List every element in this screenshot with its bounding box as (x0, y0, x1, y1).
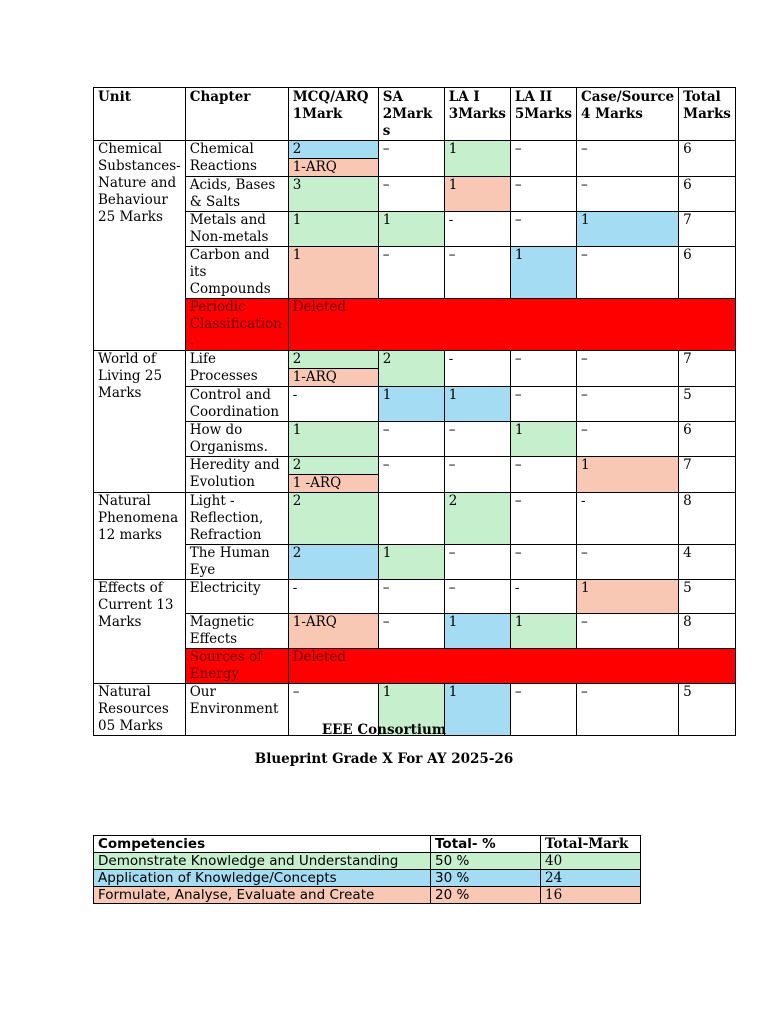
header-mcq: MCQ/ARQ 1Mark (288, 88, 378, 141)
unit-cell: Effects of Current 13 Marks (94, 580, 186, 684)
sa-cell: 1 (378, 545, 444, 580)
page-subtitle: Blueprint Grade X For AY 2025-26 (254, 751, 514, 767)
total-cell: 6 (679, 141, 736, 177)
header-unit: Unit (94, 88, 186, 141)
header-row (94, 88, 736, 141)
header-total-mark: Total-Mark (541, 836, 641, 853)
total-cell: 7 (679, 457, 736, 493)
unit-cell: Chemical Substances-Nature and Behaviour 25 Marks (94, 141, 186, 351)
mcq-arq: 1 -ARQ (289, 474, 378, 492)
header-chapter: Chapter (185, 88, 288, 141)
chapter-cell: Acids, Bases & Salts (185, 177, 288, 212)
table-row (94, 614, 736, 649)
header-sa: SA 2Mark s (378, 88, 444, 141)
sa-cell: – (378, 247, 444, 299)
sa-cell: 1 (378, 684, 444, 736)
total-cell: 6 (679, 177, 736, 212)
header-total-pct: Total- % (431, 836, 541, 853)
case-cell: – (577, 351, 679, 387)
competency-pct: 50 % (431, 853, 541, 870)
table-row (94, 247, 736, 299)
sa-cell: – (378, 614, 444, 649)
chapter-cell: Electricity (185, 580, 288, 614)
chapter-cell: Life Processes (185, 351, 288, 387)
la2-cell: 1 (510, 614, 576, 649)
la1-cell: 1 (444, 177, 510, 212)
la2-cell: – (510, 177, 576, 212)
case-cell: 1 (577, 457, 679, 493)
competencies-header-row (94, 836, 641, 853)
la1-cell: – (444, 422, 510, 457)
case-cell: – (577, 545, 679, 580)
mcq-value: 2 (289, 351, 378, 368)
case-cell: – (577, 247, 679, 299)
la2-cell: – (510, 351, 576, 387)
la2-cell: – (510, 212, 576, 247)
chapter-cell: How do Organisms. (185, 422, 288, 457)
competency-name: Application of Knowledge/Concepts (94, 870, 431, 887)
sa-cell: 1 (378, 387, 444, 422)
total-cell: 5 (679, 684, 736, 736)
mcq-cell: 1 (288, 422, 378, 457)
mcq-cell: – (288, 684, 378, 736)
la1-cell: – (444, 457, 510, 493)
table-row (94, 351, 736, 387)
case-cell: – (577, 684, 679, 736)
total-cell: 8 (679, 614, 736, 649)
sa-cell: – (378, 457, 444, 493)
total-cell: 5 (679, 580, 736, 614)
la2-cell: – (510, 684, 576, 736)
la2-cell: 1 (510, 422, 576, 457)
case-cell: – (577, 614, 679, 649)
case-cell: 1 (577, 580, 679, 614)
la1-cell: 1 (444, 614, 510, 649)
mcq-arq: 1-ARQ (289, 368, 378, 386)
table-row (94, 457, 736, 493)
la2-cell: – (510, 141, 576, 177)
la2-cell: 1 (510, 247, 576, 299)
header-competencies: Competencies (94, 836, 431, 853)
header-total: Total Marks (679, 88, 736, 141)
mcq-value: 2 (289, 141, 378, 158)
la1-cell: 1 (444, 387, 510, 422)
la1-cell: - (444, 351, 510, 387)
chapter-cell: The Human Eye (185, 545, 288, 580)
unit-cell: Natural Resources 05 Marks (94, 684, 186, 736)
total-cell: 7 (679, 212, 736, 247)
header-la2: LA II 5Marks (510, 88, 576, 141)
page-title: EEE Consortium (321, 722, 447, 738)
case-cell: 1 (577, 212, 679, 247)
la1-cell: – (444, 247, 510, 299)
la1-cell: – (444, 580, 510, 614)
table-row (94, 580, 736, 614)
mcq-arq: 1-ARQ (289, 158, 378, 176)
chapter-cell: Sources of Energy (185, 649, 288, 684)
mcq-cell: 1-ARQ (288, 614, 378, 649)
sa-cell: – (378, 422, 444, 457)
mcq-cell: - (288, 387, 378, 422)
la2-cell: – (510, 545, 576, 580)
competency-mark: 24 (541, 870, 641, 887)
la2-cell: – (510, 457, 576, 493)
mcq-cell: 2 (288, 493, 378, 545)
mcq-cell: 1 (288, 247, 378, 299)
table-row (94, 177, 736, 212)
total-cell: 7 (679, 351, 736, 387)
table-row (94, 545, 736, 580)
sa-cell: – (378, 141, 444, 177)
la1-cell: – (444, 545, 510, 580)
chapter-cell: Light - Reflection, Refraction (185, 493, 288, 545)
case-cell: – (577, 422, 679, 457)
unit-cell: Natural Phenomena 12 marks (94, 493, 186, 580)
sa-cell: 2 (378, 351, 444, 387)
competency-name: Formulate, Analyse, Evaluate and Create (94, 887, 431, 904)
la1-cell: 1 (444, 684, 510, 736)
table-row-deleted (94, 649, 736, 684)
table-row (94, 387, 736, 422)
table-row-deleted (94, 299, 736, 351)
total-cell: 6 (679, 247, 736, 299)
mcq-cell: 2 (288, 545, 378, 580)
mcq-cell: 3 (288, 177, 378, 212)
total-cell: 4 (679, 545, 736, 580)
header-la1: LA I 3Marks (444, 88, 510, 141)
chapter-cell: Heredity and Evolution (185, 457, 288, 493)
la1-cell: - (444, 212, 510, 247)
deleted-cell: Deleted (288, 649, 735, 684)
table-row (94, 493, 736, 545)
mcq-cell: - (288, 580, 378, 614)
competency-mark: 40 (541, 853, 641, 870)
mcq-cell (288, 457, 378, 493)
case-cell: – (577, 387, 679, 422)
la1-cell: 2 (444, 493, 510, 545)
competencies-table (93, 835, 641, 904)
case-cell: - (577, 493, 679, 545)
header-case: Case/Source 4 Marks (577, 88, 679, 141)
mcq-value: 2 (289, 457, 378, 474)
sa-cell: 1 (378, 212, 444, 247)
blueprint-table (93, 87, 736, 736)
competency-mark: 16 (541, 887, 641, 904)
mcq-cell: 1 (288, 212, 378, 247)
mcq-cell (288, 141, 378, 177)
competency-pct: 20 % (431, 887, 541, 904)
chapter-cell: Magnetic Effects (185, 614, 288, 649)
chapter-cell: Control and Coordination (185, 387, 288, 422)
unit-cell: World of Living 25 Marks (94, 351, 186, 493)
competency-row (94, 853, 641, 870)
mcq-cell (288, 351, 378, 387)
chapter-cell: Chemical Reactions (185, 141, 288, 177)
chapter-cell: Periodic Classification . (185, 299, 288, 351)
la2-cell: - (510, 580, 576, 614)
deleted-cell: Deleted (288, 299, 735, 351)
la1-cell: 1 (444, 141, 510, 177)
la2-cell: – (510, 387, 576, 422)
table-row (94, 212, 736, 247)
competency-row (94, 870, 641, 887)
competency-pct: 30 % (431, 870, 541, 887)
case-cell: – (577, 141, 679, 177)
total-cell: 5 (679, 387, 736, 422)
total-cell: 6 (679, 422, 736, 457)
case-cell: – (577, 177, 679, 212)
chapter-cell: Our Environment (185, 684, 288, 736)
sa-cell: – (378, 177, 444, 212)
la2-cell: – (510, 493, 576, 545)
table-row (94, 141, 736, 177)
total-cell: 8 (679, 493, 736, 545)
chapter-cell: Carbon and its Compounds (185, 247, 288, 299)
competency-row (94, 887, 641, 904)
chapter-cell: Metals and Non-metals (185, 212, 288, 247)
table-row (94, 422, 736, 457)
competency-name: Demonstrate Knowledge and Understanding (94, 853, 431, 870)
sa-cell (378, 493, 444, 545)
sa-cell: – (378, 580, 444, 614)
